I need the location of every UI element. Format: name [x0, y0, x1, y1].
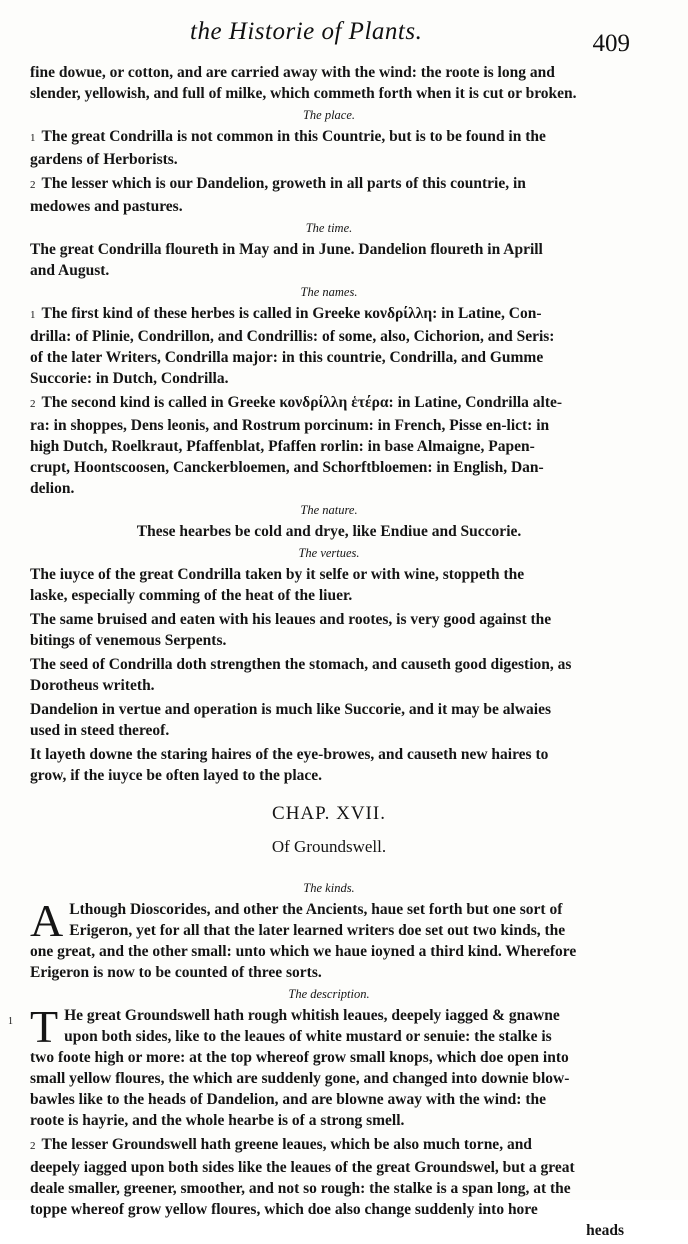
paragraph-number: 2 [30, 179, 36, 191]
paragraph-number: 2 [30, 1140, 36, 1152]
vertue-paragraph-a [30, 564, 628, 606]
text-line: used in steed thereof. [30, 722, 170, 739]
place-paragraph-1 [30, 126, 628, 170]
paragraph-number: 2 [30, 398, 36, 410]
text-line: delion. [30, 480, 75, 497]
names-paragraph-2 [30, 392, 628, 499]
section-heading-description: The description. [288, 987, 370, 1001]
text-line: Dandelion in vertue and operation is much like Succorie, and it may be alwaies [30, 701, 551, 718]
text-line: medowes and pastures. [30, 198, 183, 215]
text-line: The first kind of these herbes is called in Greeke κονδρίλλη: in Latine, Con- [41, 305, 542, 322]
description-paragraph-2 [30, 1134, 628, 1241]
names-paragraph-1 [30, 303, 628, 389]
text-line: bitings of venemous Serpents. [30, 632, 227, 649]
text-line: Succorie: in Dutch, Condrilla. [30, 370, 229, 387]
paragraph-number: 1 [8, 1016, 13, 1027]
text-line: laske, especially comming of the heat of the liuer. [30, 587, 353, 604]
text-line: small yellow floures, the which are suddenly gone, and changed into downie blow- [30, 1070, 570, 1087]
text-line: Erigeron, yet for all that the later learned writers doe set out two kinds, the [69, 922, 566, 939]
text-line: The same bruised and eaten with his leaues and rootes, is very good against the [30, 611, 552, 628]
drop-cap: A [30, 895, 64, 946]
text-line: roote is hayrie, and the whole hearbe is of a strong smell. [30, 1112, 405, 1129]
text-line: bawles like to the heads of Dandelion, and are blowne away with the wind: the [30, 1091, 546, 1108]
text-line: The lesser which is our Dandelion, groweth in all parts of this countrie, in [41, 175, 526, 192]
vertue-paragraph-e [30, 744, 628, 786]
text-line: gardens of Herborists. [30, 151, 178, 168]
section-heading-names: The names. [300, 285, 358, 299]
text-line: of the later Writers, Condrilla major: in this countrie, Condrilla, and Gumme [30, 349, 544, 366]
intro-line: fine dowue, or cotton, and are carried away with the wind: the roote is long and [30, 64, 555, 81]
intro-line: slender, yellowish, and full of milke, which commeth forth when it is cut or broken. [30, 85, 577, 102]
text-line: It layeth downe the staring haires of the eye-browes, and causeth new haires to [30, 746, 549, 763]
text-line: The second kind is called in Greeke κονδρίλλη ἑτέρα: in Latine, Condrilla alte- [41, 394, 563, 411]
section-heading-place: The place. [302, 108, 356, 122]
text-line: The great Condrilla floureth in May and in June. Dandelion floureth in Aprill [30, 241, 543, 258]
kinds-paragraph [30, 895, 628, 983]
text-line: drilla: of Plinie, Condrillon, and Condrillis: of some, also, Cichorion, and Seris: [30, 328, 555, 345]
text-line: The great Condrilla is not common in this Countrie, but is to be found in the [41, 128, 546, 145]
text-line: The lesser Groundswell hath greene leaues, which be also much torne, and [41, 1136, 532, 1153]
text-line: deepely iagged upon both sides like the leaues of the great Groundswel, but a great [30, 1159, 575, 1176]
intro-paragraph [30, 62, 628, 104]
chapter-subtitle: Of Groundswell. [271, 837, 387, 856]
section-heading-vertues: The vertues. [298, 546, 360, 560]
text-line: one great, and the other small: unto which we haue ioyned a third kind. Wherefore [30, 943, 577, 960]
text-line: Dorotheus writeth. [30, 677, 155, 694]
vertue-paragraph-d [30, 699, 628, 741]
text-line: two foote high or more: at the top whereof grow small knops, which doe open into [30, 1049, 569, 1066]
section-heading-nature: The nature. [300, 503, 358, 517]
vertue-paragraph-b [30, 609, 628, 651]
paragraph-number: 1 [30, 309, 36, 321]
text-line: upon both sides, like to the leaues of white mustard or senuie: the stalke is [64, 1028, 552, 1045]
chapter-title: CHAP. XVII. [272, 803, 386, 824]
page-number: 409 [592, 30, 630, 57]
section-heading-kinds: The kinds. [303, 881, 355, 895]
text-line: high Dutch, Roelkraut, Pfaffenblat, Pfaffen rorlin: in base Almaigne, Papen- [30, 438, 535, 455]
place-paragraph-2 [30, 173, 628, 217]
section-heading-time: The time. [305, 221, 353, 235]
text-line: He great Groundswell hath rough whitish leaues, deepely iagged & gnawne [64, 1007, 560, 1024]
text-line: grow, if the iuyce be often layed to the place. [30, 767, 323, 784]
text-line: The iuyce of the great Condrilla taken by it selfe or with wine, stoppeth the [30, 566, 525, 583]
catchword: heads [586, 1222, 624, 1239]
description-paragraph-1 [8, 1001, 628, 1131]
text-line: crupt, Hoontscoosen, Canckerbloemen, and Schorftbloemen: in English, Dan- [30, 459, 544, 476]
time-paragraph [30, 239, 628, 281]
text-line: deale smaller, greener, smoother, and not so rough: the stalke is a span long, at the [30, 1180, 571, 1197]
text-line: Lthough Dioscorides, and other the Ancients, haue set forth but one sort of [69, 901, 563, 918]
page-body [8, 62, 628, 1244]
nature-paragraph [30, 521, 628, 542]
text-line: toppe whereof grow yellow floures, which doe also change suddenly into hore [30, 1201, 538, 1218]
text-line: ra: in shoppes, Dens leonis, and Rostrum porcinum: in French, Pisse en-lict: in [30, 417, 550, 434]
vertue-paragraph-c [30, 654, 628, 696]
text-line: Erigeron is now to be counted of three sorts. [30, 964, 322, 981]
text-line: The seed of Condrilla doth strengthen the stomach, and causeth good digestion, as [30, 656, 572, 673]
running-title: the Historie of Plants. [190, 18, 423, 45]
text-line: and August. [30, 262, 110, 279]
paragraph-number: 1 [30, 132, 36, 144]
text-line: These hearbes be cold and drye, like Endiue and Succorie. [136, 523, 522, 540]
drop-cap: T [30, 1001, 59, 1052]
